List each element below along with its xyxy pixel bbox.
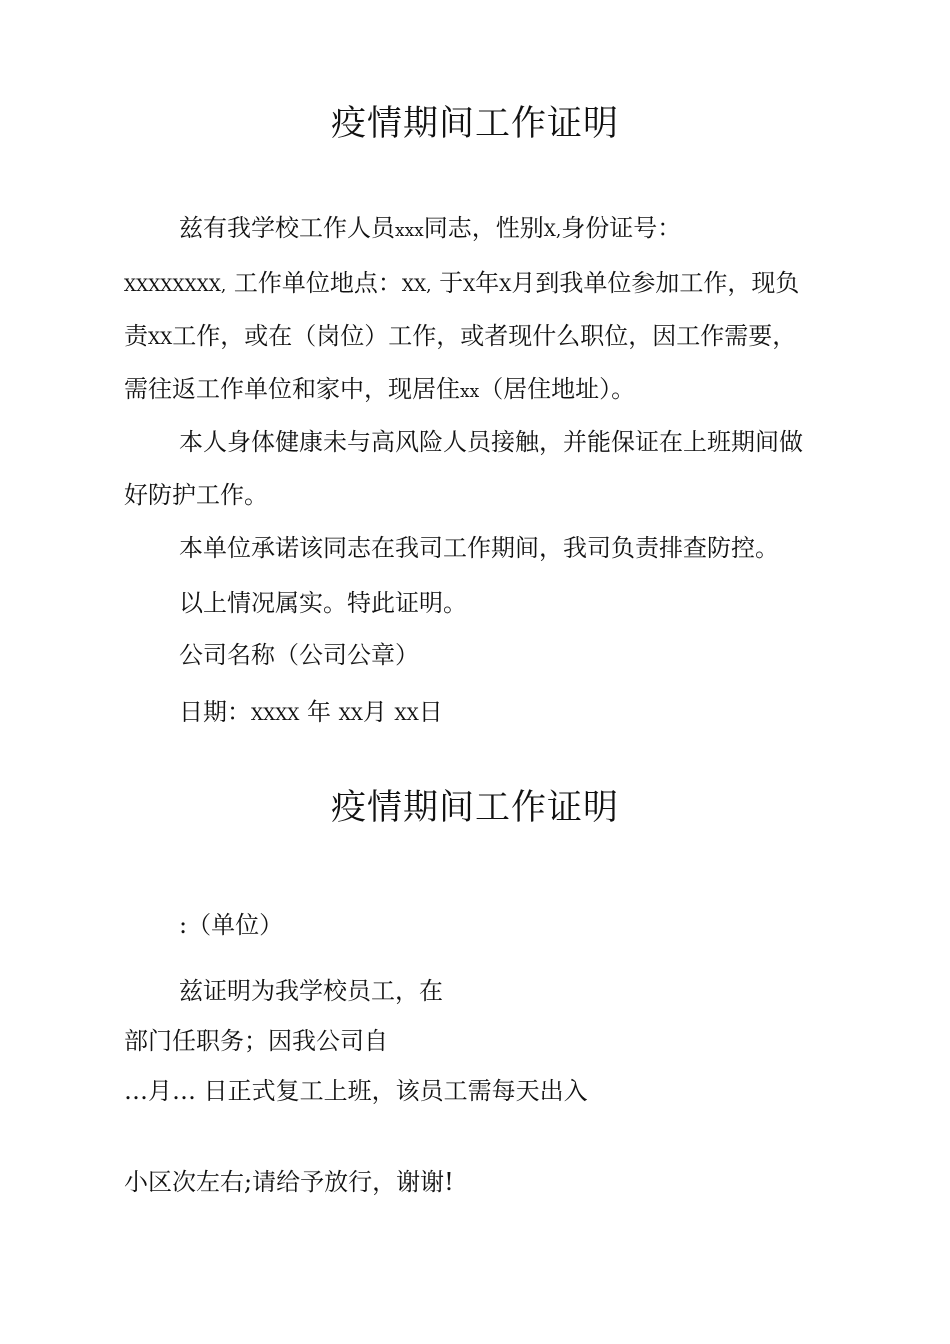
cert1-para2-line2: 好防护工作。: [124, 481, 268, 509]
cert1-para4: 以上情况属实。特此证明。: [179, 589, 467, 617]
cert1-company: 公司名称（公司公章）: [179, 641, 419, 669]
certificate-1-title: 疫情期间工作证明: [330, 104, 619, 144]
cert2-line2: 部门任职务；因我公司自: [124, 1027, 388, 1055]
cert1-date: 日期：XXXX 年 XX月 XX日: [179, 698, 443, 726]
cert2-line4: 小区次左右;请给予放行，谢谢!: [124, 1168, 454, 1196]
cert1-para1-line3: 责XX工作，或在（岗位）工作，或者现什么职位，因工作需要，: [124, 322, 797, 350]
cert1-para1-line4: 需往返工作单位和家中，现居住xx（居住地址）。: [124, 375, 636, 403]
cert1-para1-line2: XXXXXXXX, 工作单位地点：XX, 于X年X月到我单位参加工作，现负: [124, 269, 800, 297]
cert2-line3: …月… 日正式复工上班，该员工需每天出入: [124, 1077, 588, 1105]
certificate-2-title: 疫情期间工作证明: [330, 788, 619, 828]
cert1-para3: 本单位承诺该同志在我司工作期间，我司负责排查防控。: [179, 534, 779, 562]
cert2-line1: 兹证明为我学校员工，在: [179, 977, 443, 1005]
cert1-para1-line1: 兹有我学校工作人员xxx同志，性别X,身份证号：: [179, 214, 682, 242]
cert1-para2-line1: 本人身体健康未与高风险人员接触，并能保证在上班期间做: [179, 428, 803, 456]
cert2-recipient: :（单位）: [179, 911, 284, 939]
